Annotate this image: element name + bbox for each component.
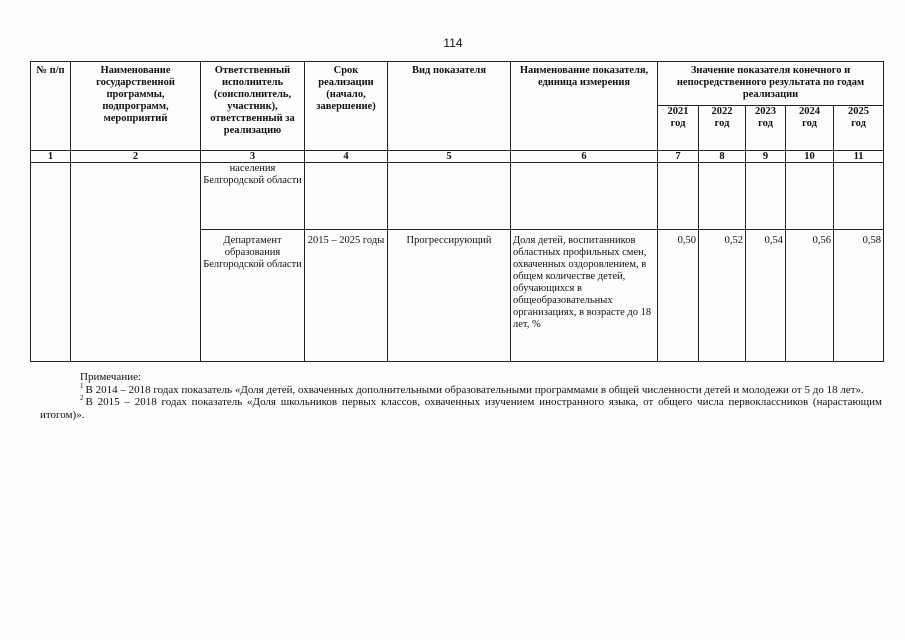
header-executor: Ответственный исполнитель (соисполнитель, участник), ответственный за реализацию <box>201 62 305 151</box>
cell-value-2022 <box>699 163 746 230</box>
header-program: Наименование государственной программы, подпрограмм, мероприятий <box>71 62 201 151</box>
column-number: 2 <box>71 151 201 163</box>
header-values-group: Значение показателя конечного и непосредственного результата по годам реализации <box>658 62 884 106</box>
column-numbers-row <box>31 151 884 163</box>
header-kind: Вид показателя <box>388 62 511 151</box>
cell-value-2021: 0,50 <box>658 230 699 362</box>
year-unit: год <box>758 118 773 129</box>
cell-program <box>71 163 201 362</box>
cell-value-2021 <box>658 163 699 230</box>
header-year-2021 <box>658 106 699 151</box>
footnote-text: В 2014 – 2018 годах показатель «Доля детей, охваченных дополнительными образовательными программами в общей численности детей и молодежи от 5 до 18 лет». <box>85 383 864 396</box>
header-year-2022 <box>699 106 746 151</box>
column-number: 1 <box>31 151 71 163</box>
notes-section <box>40 371 882 421</box>
page-number: 114 <box>443 36 463 50</box>
footnote-2 <box>40 396 882 421</box>
cell-period <box>305 163 388 230</box>
footnote-1 <box>40 381 882 397</box>
cell-value-2023: 0,54 <box>746 230 786 362</box>
table-row <box>31 163 884 230</box>
year-label: 2023 <box>755 106 776 117</box>
cell-kind <box>388 163 511 230</box>
cell-executor: населения Белгородской области <box>201 163 305 230</box>
cell-indicator <box>511 163 658 230</box>
column-number: 4 <box>305 151 388 163</box>
header-indicator: Наименование показателя, единица измерения <box>511 62 658 151</box>
footnote-mark: 2 <box>80 394 84 402</box>
header-year-2023 <box>746 106 786 151</box>
column-number: 5 <box>388 151 511 163</box>
cell-indicator: Доля детей, воспитанников областных профильных смен, охваченных оздоровлением, в общем количестве детей, обучающихся в общеобразовательных организациях, в возрасте до 18 лет, % <box>511 230 658 362</box>
column-number: 7 <box>658 151 699 163</box>
column-number: 6 <box>511 151 658 163</box>
cell-executor: Департамент образования Белгородской области <box>201 230 305 362</box>
column-number: 9 <box>746 151 786 163</box>
cell-value-2023 <box>746 163 786 230</box>
header-num: № п/п <box>31 62 71 151</box>
footnote-mark: 1 <box>80 381 84 390</box>
cell-kind: Прогрессирующий <box>388 230 511 362</box>
footnote-text: В 2015 – 2018 годах показатель «Доля школьников первых классов, охваченных изучением иностранного языка, от общего числа первоклассников (нарастающим итогом)». <box>40 396 882 421</box>
year-label: 2022 <box>711 106 733 117</box>
year-unit: год <box>802 118 817 129</box>
column-number: 11 <box>834 151 884 163</box>
cell-value-2022: 0,52 <box>699 230 746 362</box>
year-unit: год <box>714 118 730 129</box>
header-year-2025 <box>834 106 884 151</box>
year-label: 2024 <box>799 106 820 117</box>
header-row <box>31 62 884 106</box>
cell-value-2024 <box>786 163 834 230</box>
year-label: 2025 <box>848 106 870 117</box>
cell-period: 2015 – 2025 годы <box>305 230 388 362</box>
column-number: 8 <box>699 151 746 163</box>
year-unit: год <box>670 118 686 129</box>
year-unit: год <box>851 118 866 129</box>
header-year-2024 <box>786 106 834 151</box>
cell-value-2025: 0,58 <box>834 230 884 362</box>
cell-value-2024: 0,56 <box>786 230 834 362</box>
cell-value-2025 <box>834 163 884 230</box>
notes-title: Примечание: <box>80 371 142 383</box>
indicators-table <box>30 61 884 362</box>
year-label: 2021 <box>667 106 689 117</box>
header-period: Срок реализации (начало, завершение) <box>305 62 388 151</box>
column-number: 3 <box>201 151 305 163</box>
column-number: 10 <box>786 151 834 163</box>
cell-num <box>31 163 71 362</box>
